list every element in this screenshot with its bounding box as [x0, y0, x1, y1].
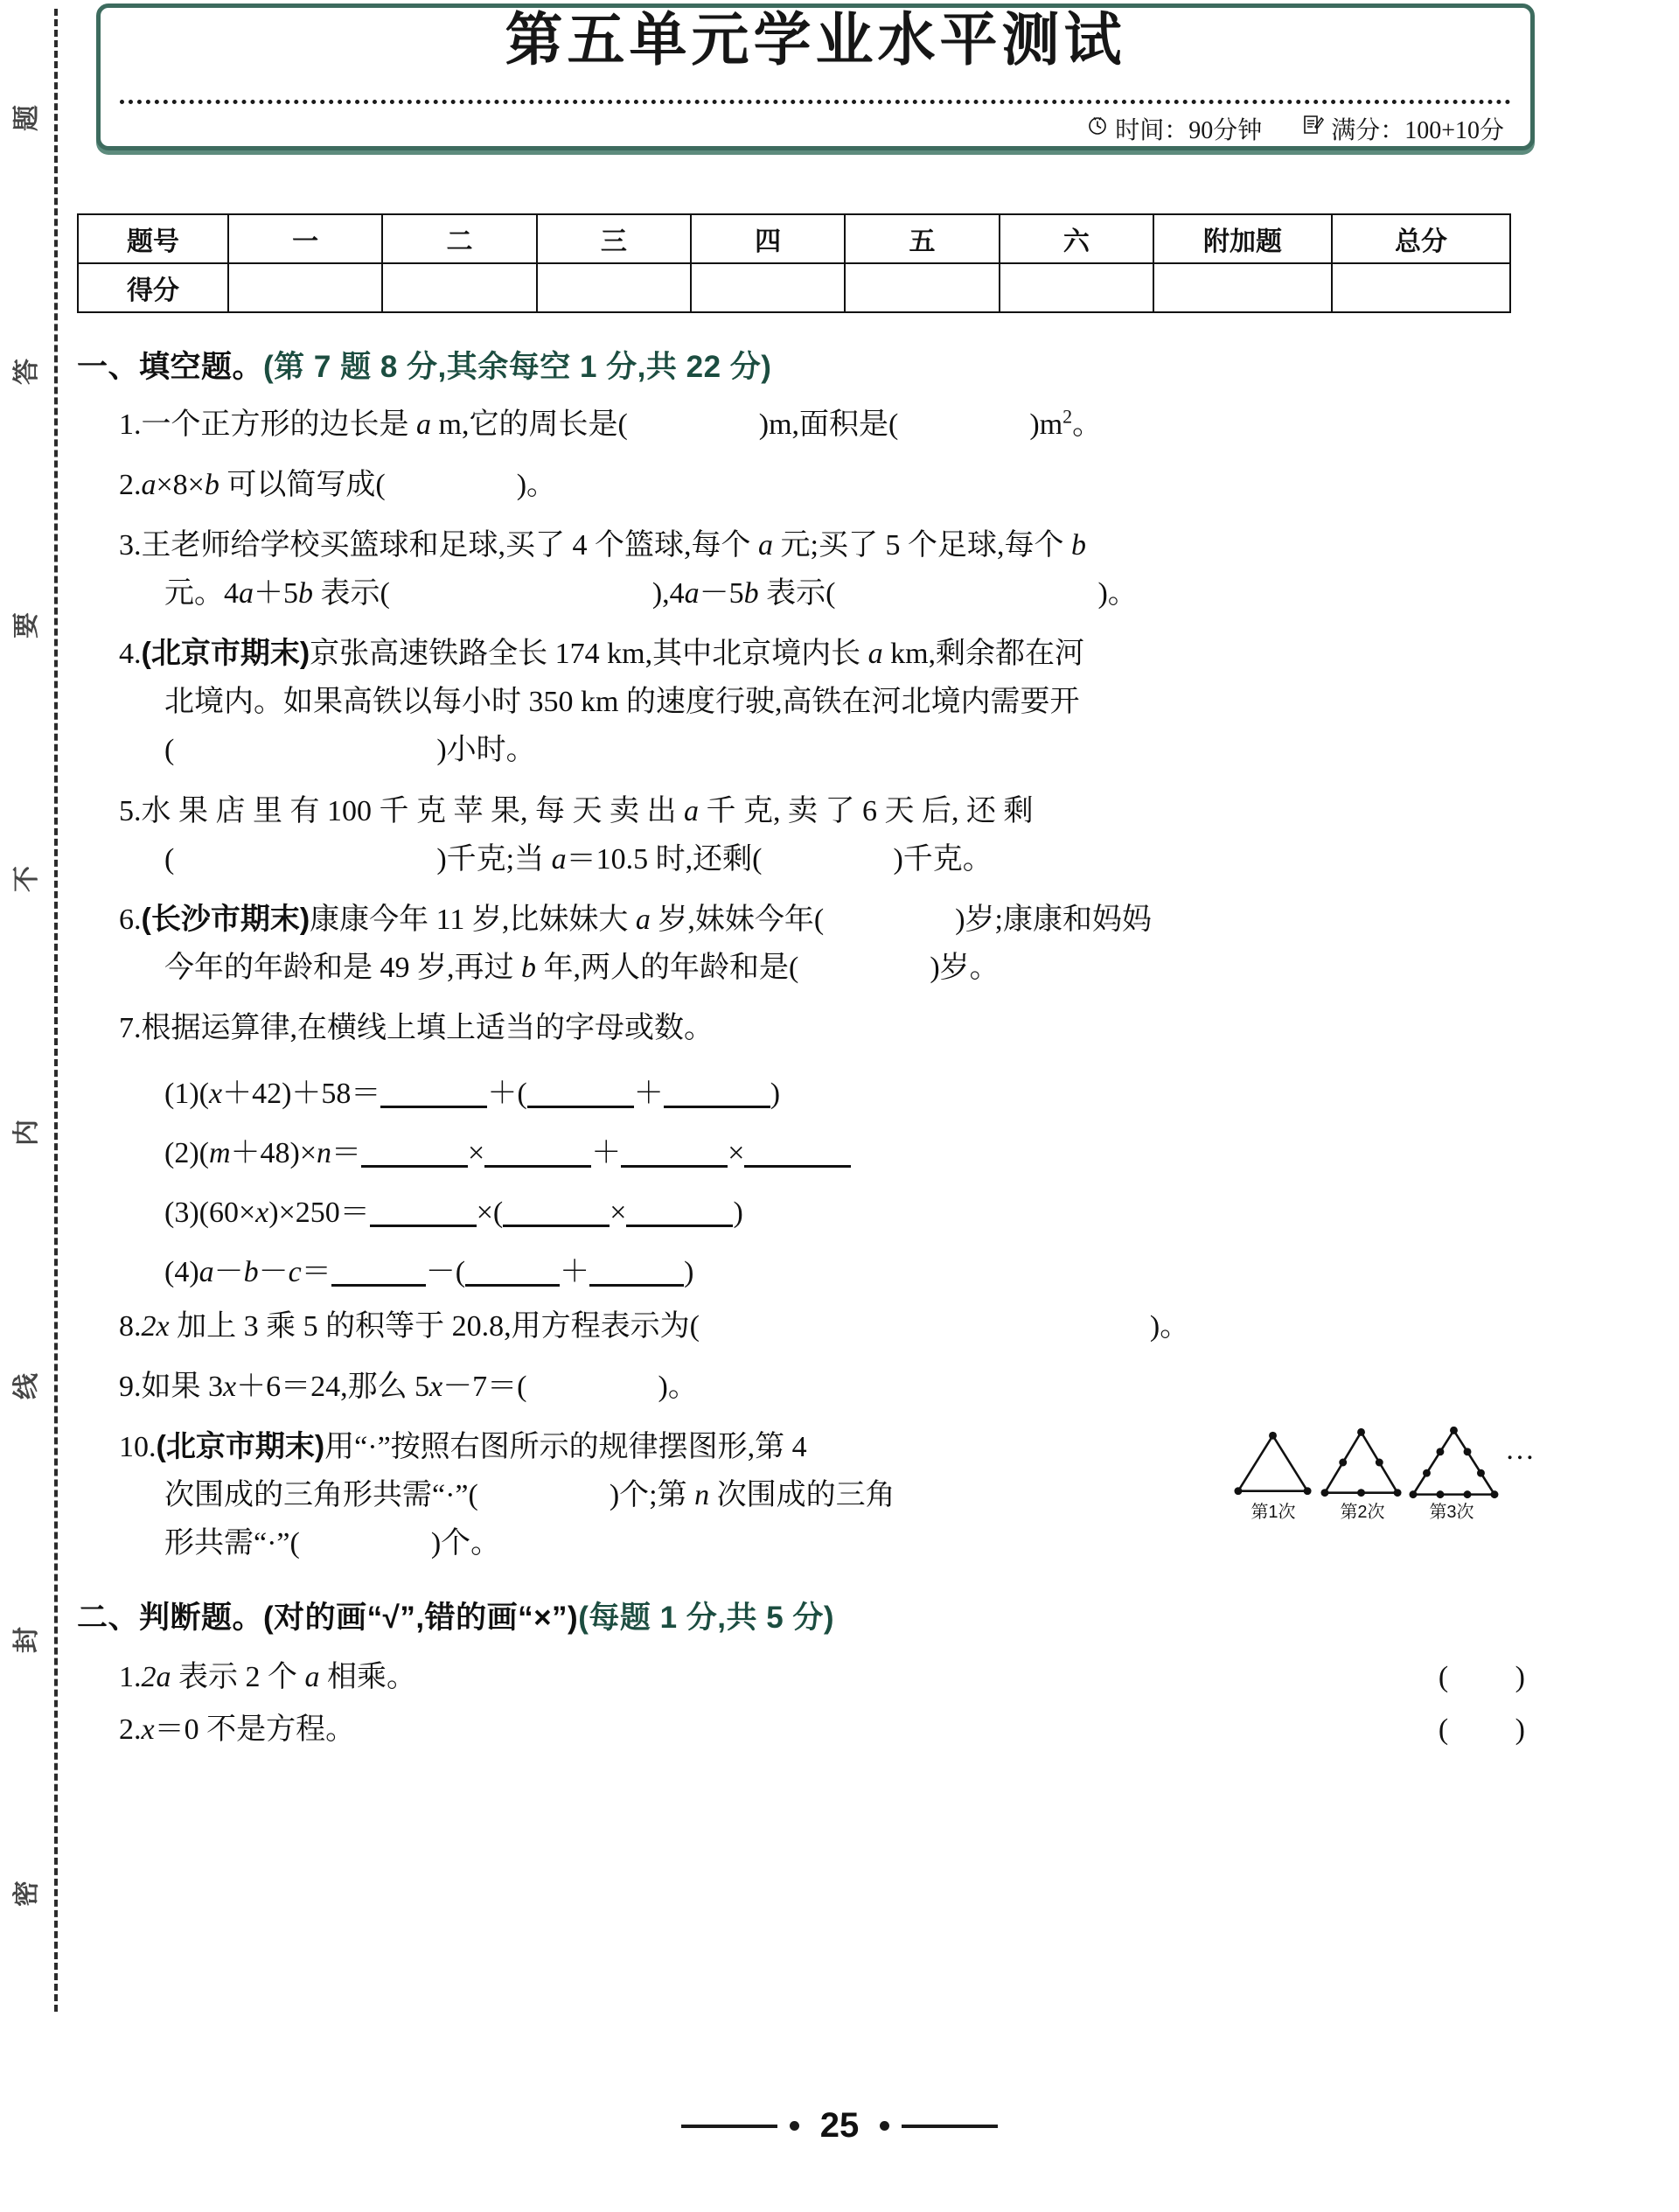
seal-char: 答 — [12, 359, 41, 385]
item-4-op-3: ) — [684, 1255, 694, 1288]
variable-x: x — [223, 1371, 237, 1404]
tf-1-text-a: 表示 2 个 — [171, 1661, 305, 1694]
item-2-op-2: ＋ — [591, 1136, 622, 1169]
question-3-text-i: )。 — [1097, 577, 1138, 611]
table-row-score — [78, 263, 1510, 312]
question-4-line-2: 北境内。如果高铁以每小时 350 km 的速度行驶,高铁在河北境内需要开 — [164, 686, 1080, 719]
section-name: 填空题。 — [139, 350, 264, 384]
tf-1-answer-paren[interactable]: ( ) — [1438, 1661, 1555, 1694]
question-9 — [77, 1363, 1564, 1411]
variable-b: b — [243, 1255, 259, 1288]
question-4-line-3 — [119, 726, 1564, 774]
variable-b: b — [204, 469, 219, 502]
tf-2-text-a: ＝0 不是方程。 — [154, 1713, 356, 1746]
tf-2-number: 2. — [119, 1713, 142, 1746]
variable-a: a — [416, 408, 431, 441]
item-label: (1) — [164, 1077, 199, 1110]
answer-underline[interactable] — [484, 1137, 591, 1168]
question-9-text-c: －7＝( — [442, 1371, 527, 1404]
question-6-text-b: 岁,妹妹今年( — [650, 903, 825, 936]
section-2-rule: (对的画“√”,错的画“×”) — [263, 1601, 579, 1636]
question-content — [77, 343, 1564, 1755]
question-10-source: (北京市期末) — [156, 1430, 325, 1464]
item-2-text-a: ( — [199, 1136, 209, 1169]
answer-underline[interactable] — [527, 1078, 634, 1108]
question-10-text-a: 用“·”按照右图所示的规律摆图形,第 4 — [324, 1431, 807, 1464]
question-6 — [77, 896, 1564, 992]
col-header-1: 一 — [228, 214, 382, 263]
variable-n: n — [317, 1136, 332, 1169]
question-3-text-h: 表示( — [758, 577, 836, 611]
question-6-text-d: 今年的年龄和是 49 岁,再过 — [164, 951, 521, 984]
question-1-text-a: 一个正方形的边长是 — [141, 408, 416, 441]
row-label-question-number: 题号 — [78, 214, 228, 263]
triangle-3-icon — [1408, 1427, 1500, 1500]
question-4-text-a: 京张高速铁路全长 174 km,其中北京境内长 — [310, 638, 868, 671]
score-cell-bonus[interactable] — [1153, 263, 1332, 312]
answer-underline[interactable] — [589, 1256, 684, 1287]
question-2-text-c: )。 — [516, 469, 557, 502]
question-7-item-1 — [164, 1064, 1564, 1124]
question-3-line-1 — [119, 521, 1564, 569]
variable-n: n — [694, 1479, 710, 1512]
tf-1-body — [119, 1651, 416, 1704]
item-1-op-2: ＋ — [633, 1077, 664, 1110]
question-1-text-c: )m,面积是( — [758, 408, 899, 441]
col-header-total: 总分 — [1332, 214, 1510, 263]
question-10 — [77, 1423, 1564, 1567]
question-10-text-b: 次围成的三角形共需“·”( — [164, 1479, 478, 1512]
ellipsis-label: … — [1505, 1434, 1537, 1467]
col-header-3: 三 — [537, 214, 691, 263]
clock-icon — [1086, 114, 1109, 143]
question-6-line-1 — [119, 896, 1564, 944]
question-10-text-e: 形共需“·”( — [164, 1527, 300, 1560]
item-1-op-3: ) — [770, 1077, 781, 1110]
time-label: 时间：90分钟 — [1115, 117, 1263, 144]
question-3-text-a: 王老师给学校买篮球和足球,买了 4 个篮球,每个 — [141, 529, 758, 562]
figure-caption-1: 第1次 — [1251, 1503, 1296, 1523]
footer-line-left — [681, 2125, 777, 2128]
item-4-op-1: －( — [425, 1255, 466, 1288]
question-3-text-c: 元。4 — [164, 577, 239, 611]
figure-caption-2: 第2次 — [1340, 1503, 1385, 1523]
question-5-text-d: )千克;当 — [436, 842, 552, 876]
seal-char: 密 — [12, 1881, 41, 1907]
question-8-number: 8. — [119, 1309, 142, 1343]
question-9-number: 9. — [119, 1371, 142, 1404]
triangle-2-icon — [1320, 1427, 1403, 1500]
item-4-text-c: ＝ — [301, 1255, 331, 1288]
paper-pen-icon — [1300, 113, 1325, 144]
question-7-item-4 — [164, 1243, 1564, 1302]
item-4-text-a: － — [213, 1255, 244, 1288]
col-header-6: 六 — [1000, 214, 1153, 263]
question-10-text — [119, 1423, 1256, 1567]
row-label-score: 得分 — [78, 263, 228, 312]
variable-x: x — [141, 1713, 155, 1746]
seal-margin — [0, 0, 68, 2212]
variable-x: x — [208, 1077, 223, 1110]
question-7-prompt: 根据运算律,在横线上填上适当的字母或数。 — [141, 1011, 714, 1044]
question-3-text-f: ),4 — [651, 577, 685, 611]
question-10-text-c: )个;第 — [609, 1479, 695, 1512]
question-5-line-1 — [119, 787, 1564, 835]
item-2-op-1: × — [468, 1136, 485, 1169]
col-header-bonus: 附加题 — [1153, 214, 1332, 263]
variable-a: a — [141, 469, 157, 502]
question-4-line-1 — [119, 630, 1564, 678]
question-10-text-d: 次围成的三角 — [709, 1479, 895, 1512]
answer-underline[interactable] — [626, 1197, 733, 1227]
variable-a: a — [239, 577, 254, 611]
question-10-line-1 — [119, 1423, 1256, 1471]
footer-dot-right — [880, 2121, 889, 2131]
question-6-number: 6. — [119, 903, 142, 936]
seal-char: 线 — [12, 1373, 41, 1399]
question-5-number: 5. — [119, 794, 142, 827]
question-5-text-c: ( — [164, 842, 175, 876]
variable-x: x — [255, 1196, 269, 1229]
question-9-text-d: )。 — [658, 1371, 698, 1404]
page-title: 第五单元学业水平测试 — [505, 7, 1126, 72]
seal-char: 要 — [12, 612, 41, 638]
section-points: (第 7 题 8 分,其余每空 1 分,共 22 分) — [263, 350, 772, 384]
question-10-line-3 — [119, 1519, 1256, 1567]
col-header-5: 五 — [845, 214, 999, 263]
question-6-line-2 — [119, 944, 1564, 992]
variable-x: x — [429, 1371, 443, 1404]
item-4-op-2: ＋ — [560, 1255, 590, 1288]
page-footer — [0, 2106, 1679, 2146]
tf-2-body — [119, 1704, 355, 1756]
item-1-text-a: ( — [199, 1077, 209, 1110]
question-1-text-e: 。 — [1072, 408, 1103, 441]
section-2-points: (每题 1 分,共 5 分) — [578, 1601, 835, 1636]
question-8 — [77, 1302, 1564, 1350]
score-cell-6[interactable] — [1000, 263, 1153, 312]
item-1-text-b: ＋42)＋58＝ — [222, 1077, 381, 1110]
score-cell-2[interactable] — [382, 263, 536, 312]
question-8-text-a: 加上 3 乘 5 的积等于 20.8,用方程表示为( — [169, 1309, 700, 1343]
superscript-2: 2 — [1062, 405, 1073, 428]
answer-underline[interactable] — [361, 1137, 468, 1168]
question-4-text-c: ( — [164, 734, 175, 767]
question-6-source: (长沙市期末) — [141, 902, 310, 936]
question-10-text-f: )个。 — [430, 1527, 501, 1560]
question-5 — [77, 787, 1564, 883]
question-1-number: 1. — [119, 408, 142, 441]
tf-1-number: 1. — [119, 1661, 142, 1694]
question-7-items — [77, 1064, 1564, 1302]
exam-meta — [1086, 111, 1504, 146]
variable-c: c — [288, 1255, 302, 1288]
variable-2x: 2x — [141, 1309, 170, 1343]
section-2-name: 判断题。 — [139, 1601, 264, 1636]
item-3-op-3: ) — [733, 1196, 743, 1229]
variable-a: a — [304, 1661, 320, 1694]
variable-2a: 2a — [141, 1661, 171, 1694]
question-7-item-3 — [164, 1183, 1564, 1243]
triangle-row — [1231, 1427, 1537, 1500]
figure-captions — [1231, 1498, 1537, 1526]
item-3-op-2: × — [610, 1196, 627, 1229]
item-1-op-1: ＋( — [487, 1077, 527, 1110]
score-cell-3[interactable] — [537, 263, 691, 312]
question-2-number: 2. — [119, 469, 142, 502]
variable-a: a — [758, 529, 773, 562]
variable-b: b — [521, 951, 536, 984]
tf-1-text-b: 相乘。 — [319, 1661, 416, 1694]
variable-b: b — [298, 577, 313, 611]
variable-a: a — [867, 638, 883, 671]
question-3-text-e: 表示( — [313, 577, 390, 611]
section-heading-fill-in — [77, 343, 1564, 387]
question-9-text-b: ＋6＝24,那么 5 — [236, 1371, 430, 1404]
tf-question-1 — [77, 1651, 1564, 1704]
question-10-number: 10. — [119, 1431, 157, 1464]
question-7-item-2 — [164, 1124, 1564, 1183]
question-4-source: (北京市期末) — [141, 637, 310, 671]
score-cell-4[interactable] — [691, 263, 845, 312]
question-5-text-b: 千 克, 卖 了 6 天 后, 还 剩 — [699, 794, 1034, 827]
footer-line-right — [902, 2125, 998, 2128]
item-3-op-1: ×( — [476, 1196, 504, 1229]
variable-a: a — [684, 794, 699, 827]
question-6-text-a: 康康今年 11 岁,比妹妹大 — [310, 903, 636, 936]
score-table — [77, 213, 1511, 313]
page-number: 25 — [819, 2106, 860, 2145]
variable-a: a — [551, 842, 567, 876]
question-4-text-d: )小时。 — [436, 734, 536, 767]
seal-text-column — [0, 105, 54, 1907]
question-3-text-b: 元;买了 5 个足球,每个 — [773, 529, 1071, 562]
item-2-text-b: ＋48)× — [230, 1136, 317, 1169]
question-5-line-2 — [119, 835, 1564, 883]
section-2-number: 二、 — [77, 1601, 140, 1636]
question-4-number: 4. — [119, 638, 142, 671]
item-3-text-b: )×250＝ — [268, 1196, 370, 1229]
table-row-header — [78, 214, 1510, 263]
score-label: 满分：100+10分 — [1331, 117, 1504, 144]
score-meta — [1300, 111, 1504, 146]
answer-underline[interactable] — [621, 1137, 728, 1168]
tf-question-2 — [77, 1704, 1564, 1756]
question-3 — [77, 521, 1564, 618]
score-cell-5[interactable] — [845, 263, 999, 312]
time-meta — [1086, 111, 1262, 146]
answer-underline[interactable] — [331, 1256, 426, 1287]
question-8-text-b: )。 — [1149, 1309, 1190, 1343]
seal-char: 不 — [12, 866, 41, 892]
item-3-text-a: (60× — [199, 1196, 256, 1229]
seal-char: 封 — [12, 1627, 41, 1653]
question-3-line-2 — [119, 569, 1564, 618]
answer-underline[interactable] — [370, 1197, 477, 1227]
figure-caption-3: 第3次 — [1429, 1503, 1474, 1523]
question-1 — [77, 401, 1564, 449]
score-cell-1[interactable] — [228, 263, 382, 312]
question-6-text-e: 年,两人的年龄和是( — [536, 951, 799, 984]
question-4-text-b: km,剩余都在河 — [882, 638, 1085, 671]
answer-underline[interactable] — [380, 1078, 487, 1108]
item-label: (3) — [164, 1196, 199, 1229]
question-1-text-d: )m — [1029, 408, 1063, 441]
question-3-text-d: ＋5 — [254, 577, 298, 611]
question-2-text-b: 可以简写成( — [219, 469, 386, 502]
footer-dot-left — [790, 2121, 799, 2131]
question-6-text-c: )岁;康康和妈妈 — [955, 903, 1153, 936]
answer-underline[interactable] — [503, 1197, 610, 1227]
variable-m: m — [208, 1136, 231, 1169]
item-2-op-3: × — [728, 1136, 745, 1169]
question-2-text-a: ×8× — [156, 469, 205, 502]
variable-b: b — [1070, 529, 1086, 562]
title-banner — [96, 3, 1535, 150]
answer-underline[interactable] — [664, 1078, 770, 1108]
question-2 — [77, 461, 1564, 509]
answer-underline[interactable] — [744, 1137, 851, 1168]
question-9-text-a: 如果 3 — [141, 1371, 223, 1404]
variable-a: a — [635, 903, 651, 936]
tf-2-answer-paren[interactable]: ( ) — [1438, 1713, 1555, 1746]
seal-char: 题 — [12, 105, 41, 131]
question-4 — [77, 630, 1564, 774]
dotted-divider — [120, 100, 1511, 104]
question-5-text-a: 水 果 店 里 有 100 千 克 苹 果, 每 天 卖 出 — [141, 794, 684, 827]
question-6-text-f: )岁。 — [930, 951, 1000, 984]
question-3-text-g: －5 — [699, 577, 744, 611]
question-3-number: 3. — [119, 529, 142, 562]
section-heading-true-false — [77, 1594, 1564, 1637]
triangle-1-icon — [1231, 1427, 1314, 1500]
question-5-text-f: )千克。 — [893, 842, 993, 876]
variable-a: a — [199, 1255, 214, 1288]
question-7-number: 7. — [119, 1011, 142, 1044]
seal-dashed-line — [54, 9, 58, 2012]
question-5-text-e: ＝10.5 时,还剩( — [566, 842, 763, 876]
section-number: 一、 — [77, 350, 140, 384]
triangle-pattern-figure — [1231, 1427, 1537, 1526]
variable-b: b — [743, 577, 759, 611]
variable-a: a — [684, 577, 700, 611]
score-cell-total[interactable] — [1332, 263, 1510, 312]
question-7 — [77, 1004, 1564, 1052]
question-10-line-2 — [119, 1471, 1256, 1519]
item-label: (2) — [164, 1136, 199, 1169]
item-2-text-c: ＝ — [331, 1136, 362, 1169]
col-header-4: 四 — [691, 214, 845, 263]
seal-char: 内 — [12, 1120, 41, 1146]
question-1-text-b: m,它的周长是( — [431, 408, 628, 441]
item-label: (4) — [164, 1255, 199, 1288]
answer-underline[interactable] — [465, 1256, 560, 1287]
item-4-text-b: － — [258, 1255, 289, 1288]
col-header-2: 二 — [382, 214, 536, 263]
